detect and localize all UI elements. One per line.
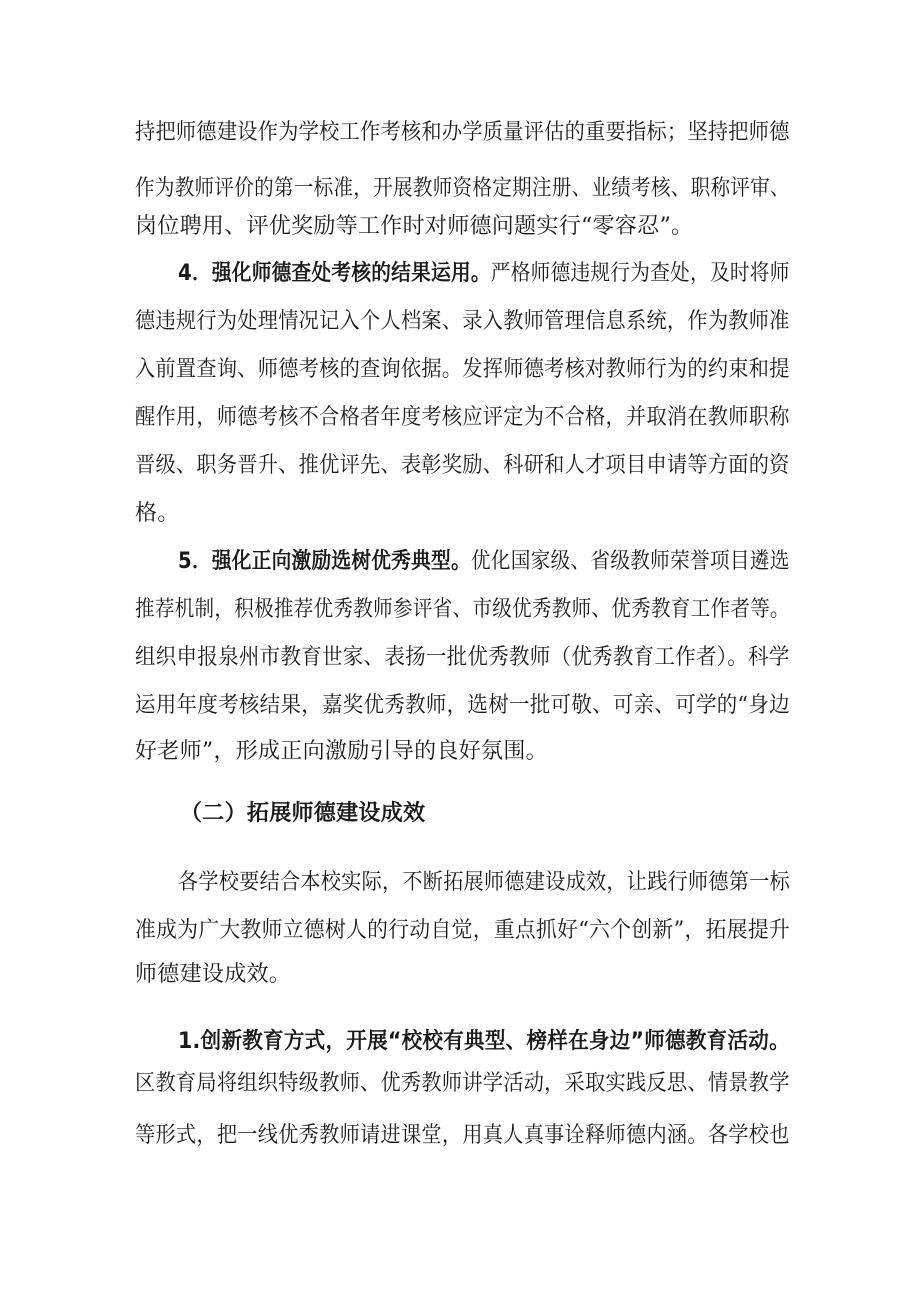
paragraph-line: 区教育局将组织特级教师、优秀教师讲学活动，采取实践反思、情景教学 bbox=[135, 1071, 790, 1096]
item-1-heading: 1.创新教育方式，开展“校校有典型、榜样在身边”师德教育活动。 bbox=[178, 1029, 790, 1054]
section-heading: （二）拓展师德建设成效 bbox=[180, 801, 426, 826]
paragraph-line: 德违规行为处理情况记入个人档案、录入教师管理信息系统，作为教师准 bbox=[135, 309, 790, 334]
item-number: 5 bbox=[178, 549, 192, 574]
paragraph-line: 准成为广大教师立德树人的行动自觉，重点抓好“六个创新”，拓展提升 bbox=[135, 918, 791, 943]
paragraph-line: 好老师”，形成正向激励引导的良好氛围。 bbox=[135, 739, 548, 764]
paragraph-line: 醒作用，师德考核不合格者年度考核应评定为不合格，并取消在教师职称 bbox=[135, 405, 790, 430]
paragraph-line: 作为教师评价的第一标准，开展教师资格定期注册、业绩考核、职称评审、 bbox=[135, 176, 790, 201]
item-text: 严格师德违规行为查处，及时将师 bbox=[490, 261, 790, 286]
item-4-first-line bbox=[178, 259, 790, 289]
paragraph-line: 持把师德建设作为学校工作考核和办学质量评估的重要指标；坚持把师德 bbox=[135, 120, 790, 145]
item-heading: ．强化正向激励选树优秀典型。 bbox=[191, 549, 471, 574]
paragraph-line: 晋级、职务晋升、推优评先、表彰奖励、科研和人才项目申请等方面的资 bbox=[135, 453, 790, 478]
paragraph-line: 运用年度考核结果，嘉奖优秀教师，选树一批可敬、可亲、可学的“身边 bbox=[135, 693, 790, 718]
paragraph-line: 各学校要结合本校实际，不断拓展师德建设成效，让践行师德第一标 bbox=[178, 870, 791, 895]
paragraph-line: 师德建设成效。 bbox=[135, 962, 292, 987]
item-number: 4 bbox=[178, 261, 192, 286]
paragraph-line: 岗位聘用、评优奖励等工作时对师德问题实行“零容忍”。 bbox=[135, 214, 694, 239]
item-heading: ．强化师德查处考核的结果运用。 bbox=[191, 261, 491, 286]
paragraph-line: 等形式，把一线优秀教师请进课堂，用真人真事诠释师德内涵。各学校也 bbox=[135, 1123, 790, 1148]
paragraph-line: 入前置查询、师德考核的查询依据。发挥师德考核对教师行为的约束和提 bbox=[135, 357, 790, 382]
item-5-first-line bbox=[178, 547, 790, 577]
item-text: 优化国家级、省级教师荣誉项目遴选 bbox=[470, 549, 790, 574]
paragraph-line: 推荐机制，积极推荐优秀教师参评省、市级优秀教师、优秀教育工作者等。 bbox=[135, 597, 790, 622]
paragraph-line: 组织申报泉州市教育世家、表扬一批优秀教师（优秀教育工作者）。科学 bbox=[135, 645, 790, 670]
paragraph-line: 格。 bbox=[135, 501, 180, 526]
